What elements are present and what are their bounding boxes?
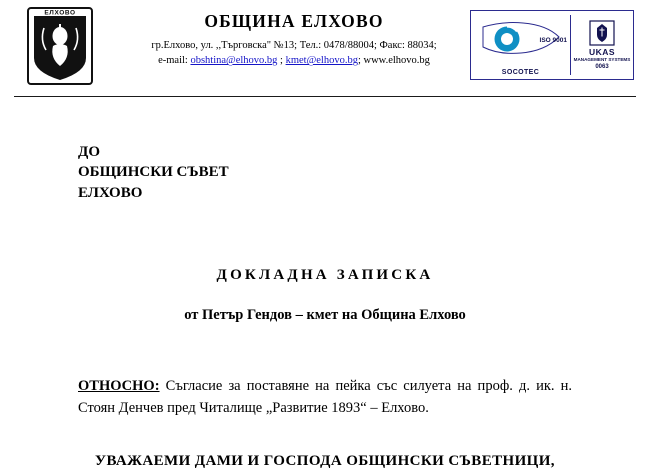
addressee-line-3: ЕЛХОВО (78, 184, 143, 201)
ukas-subtitle-label: MANAGEMENT SYSTEMS (573, 56, 631, 62)
socotec-label: SOCOTEC (501, 69, 540, 76)
regarding-label: ОТНОСНО: (78, 377, 160, 394)
socotec-logo-icon (471, 11, 570, 79)
document-body (0, 142, 650, 470)
header-divider (14, 96, 636, 97)
organization-contact-line (110, 53, 478, 68)
municipality-coat-of-arms-icon (22, 6, 100, 86)
email-link-obshtina[interactable]: obshtina@elhovo.bg (190, 55, 278, 67)
addressee-block (78, 142, 572, 203)
addressee-line-2: ОБЩИНСКИ СЪВЕТ (78, 164, 229, 181)
ukas-logo-icon (571, 11, 633, 79)
regarding-paragraph (78, 376, 572, 420)
ukas-word-label: UKAS (588, 46, 616, 57)
email-link-kmet[interactable]: kmet@elhovo.bg (285, 55, 358, 67)
website-text: ; www.elhovo.bg (357, 55, 430, 67)
organization-address: гр.Елхово, ул. ,,Търговска" №13; Тел.: 0478/88004; Факс: 88034; (151, 40, 437, 52)
certification-logos (470, 10, 634, 80)
organization-block (110, 12, 478, 69)
letterhead-header (0, 0, 650, 96)
document-author-line: от Петър Гендов – кмет на Община Елхово (184, 306, 466, 323)
svg-text:ЕЛХОВО: ЕЛХОВО (44, 9, 76, 17)
email-separator-1: ; (277, 55, 286, 67)
salutation-line: УВАЖАЕМИ ДАМИ И ГОСПОДА ОБЩИНСКИ СЪВЕТНИЦИ, (95, 453, 555, 470)
ukas-number-label: 0063 (595, 64, 609, 71)
addressee-line-1: ДО (78, 144, 100, 160)
email-prefix-label: e-mail: (158, 55, 191, 67)
regarding-text: Съгласие за поставяне на пейка със силуета на проф. д. ик. н. Стоян Денчев пред Читалище „Развитие 1893“ – Елхово. (78, 377, 572, 416)
organization-title: ОБЩИНА ЕЛХОВО (204, 11, 384, 31)
document-type-title: ДОКЛАДНА ЗАПИСКА (216, 266, 434, 283)
iso-9001-label: ISO 9001 (539, 37, 567, 44)
